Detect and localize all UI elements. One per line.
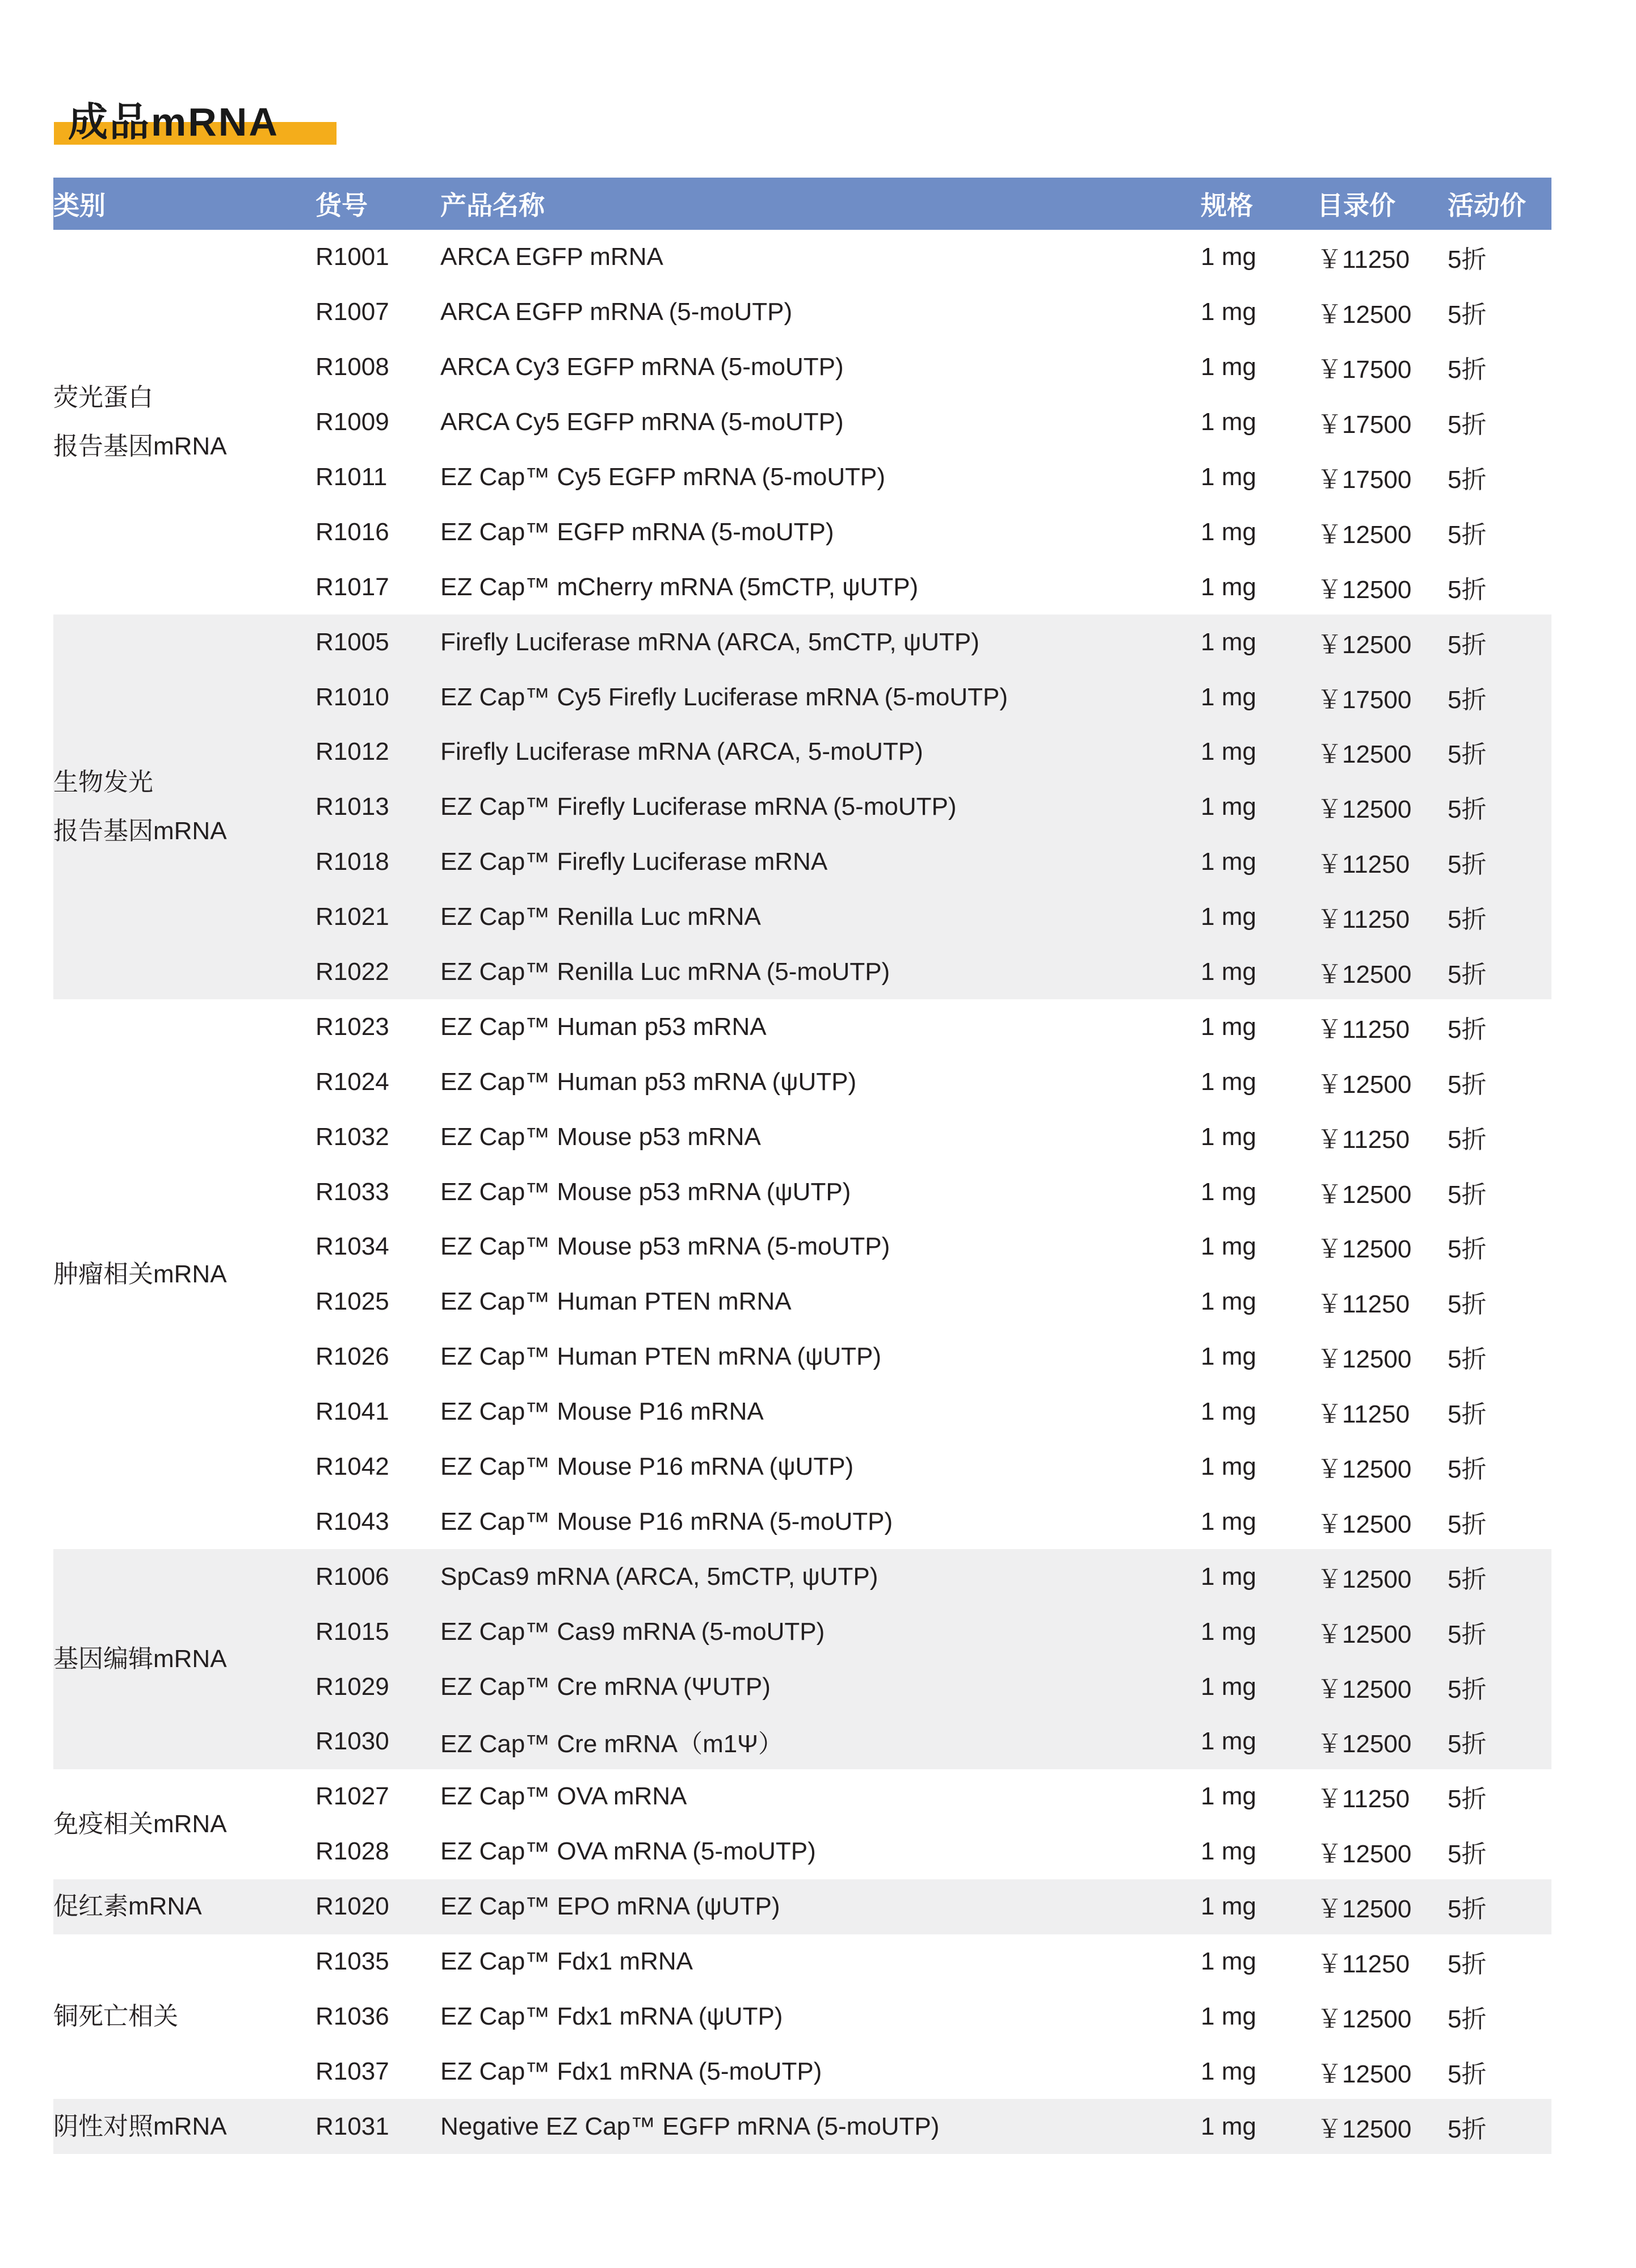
- catalog-number-cell: R1024: [316, 1067, 389, 1096]
- catalog-number-cell: R1036: [316, 2002, 389, 2030]
- category-cell: [53, 615, 316, 999]
- product-name-cell: Negative EZ Cap™ EGFP mRNA (5-moUTP): [440, 2099, 1201, 2154]
- table-row: [53, 1769, 1551, 1824]
- promo-price-cell: 5折: [1448, 1714, 1551, 1769]
- list-price-cell: ￥12500: [1317, 1345, 1412, 1374]
- list-price-cell: ￥12500: [1317, 1180, 1412, 1209]
- promo-price-cell: 5折: [1448, 2099, 1551, 2154]
- size-cell: 1 mg: [1201, 408, 1256, 436]
- category-label: 免疫相关mRNA: [53, 1810, 227, 1838]
- catalog-number-cell: R1017: [316, 573, 389, 601]
- size-cell: 1 mg: [1201, 1067, 1256, 1096]
- list-price-cell: ￥12500: [1317, 1659, 1448, 1714]
- category-label: 荧光蛋白: [53, 384, 153, 412]
- catalog-number-cell: R1035: [316, 1947, 389, 1976]
- product-name-cell: SpCas9 mRNA (ARCA, 5mCTP, ψUTP): [440, 1549, 1201, 1604]
- product-name-cell: EZ Cap™ Cre mRNA (ΨUTP): [440, 1659, 1201, 1714]
- table-row: [53, 615, 1551, 670]
- size-cell: 1 mg: [1201, 1012, 1256, 1041]
- list-price-cell: ￥17500: [1317, 670, 1448, 725]
- list-price-cell: ￥12500: [1317, 2099, 1448, 2154]
- list-price-cell: ￥12500: [1317, 1235, 1412, 1264]
- category-cell: [53, 230, 316, 615]
- list-price-cell: ￥12500: [1317, 615, 1448, 670]
- list-price-cell: ￥12500: [1317, 2005, 1412, 2033]
- category-cell: [53, 999, 316, 1549]
- list-price-cell: ￥11250: [1317, 1290, 1410, 1319]
- catalog-number-cell: R1034: [316, 1232, 389, 1261]
- size-cell: 1 mg: [1201, 835, 1317, 890]
- product-name-cell: EZ Cap™ Cy5 EGFP mRNA (5-moUTP): [440, 463, 885, 491]
- size-cell: 1 mg: [1201, 573, 1256, 601]
- promo-price-cell: 5折: [1448, 356, 1487, 384]
- product-name-cell: Firefly Luciferase mRNA (ARCA, 5-moUTP): [440, 725, 1201, 780]
- list-price-cell: ￥11250: [1317, 246, 1410, 274]
- promo-price-cell: 5折: [1448, 466, 1487, 494]
- table-body: [53, 230, 1551, 2154]
- product-name-cell: EZ Cap™ Mouse P16 mRNA: [440, 1398, 764, 1426]
- product-name-cell: ARCA EGFP mRNA (5-moUTP): [440, 298, 793, 326]
- category-label: 基因编辑mRNA: [53, 1645, 227, 1673]
- size-cell: 1 mg: [1201, 1398, 1256, 1426]
- promo-price-cell: 5折: [1448, 1950, 1487, 1979]
- promo-price-cell: 5折: [1448, 1879, 1551, 1934]
- size-cell: 1 mg: [1201, 1659, 1317, 1714]
- product-name-cell: EZ Cap™ OVA mRNA: [440, 1782, 687, 1811]
- product-name-cell: EZ Cap™ Cre mRNA（m1Ψ）: [440, 1714, 1201, 1769]
- list-price-cell: ￥12500: [1317, 945, 1448, 1000]
- promo-price-cell: 5折: [1448, 890, 1551, 945]
- category-label: 报告基因mRNA: [53, 817, 227, 845]
- size-cell: 1 mg: [1201, 1714, 1317, 1769]
- promo-price-cell: 5折: [1448, 411, 1487, 439]
- catalog-number-cell: R1018: [316, 835, 440, 890]
- list-price-cell: ￥12500: [1317, 780, 1448, 835]
- product-name-cell: EZ Cap™ Cas9 mRNA (5-moUTP): [440, 1604, 1201, 1659]
- product-name-cell: ARCA Cy5 EGFP mRNA (5-moUTP): [440, 408, 844, 436]
- catalog-number-cell: R1015: [316, 1604, 440, 1659]
- promo-price-cell: 5折: [1448, 1785, 1487, 1813]
- header-size: 规格: [1201, 178, 1317, 230]
- promo-price-cell: 5折: [1448, 1840, 1487, 1869]
- product-name-cell: EZ Cap™ Human PTEN mRNA (ψUTP): [440, 1343, 882, 1371]
- table-row: [53, 230, 1551, 285]
- product-name-cell: EZ Cap™ Renilla Luc mRNA: [440, 890, 1201, 945]
- size-cell: 1 mg: [1201, 1549, 1317, 1604]
- catalog-number-cell: R1042: [316, 1453, 389, 1481]
- product-name-cell: EZ Cap™ Mouse p53 mRNA (ψUTP): [440, 1177, 851, 1206]
- promo-price-cell: 5折: [1448, 1549, 1551, 1604]
- promo-price-cell: 5折: [1448, 945, 1551, 1000]
- promo-price-cell: 5折: [1448, 835, 1551, 890]
- promo-price-cell: 5折: [1448, 246, 1487, 274]
- promo-price-cell: 5折: [1448, 1659, 1551, 1714]
- header-promo-price: 活动价: [1448, 178, 1551, 230]
- list-price-cell: ￥12500: [1317, 520, 1412, 549]
- product-name-cell: EZ Cap™ OVA mRNA (5-moUTP): [440, 1837, 816, 1866]
- product-name-cell: EZ Cap™ Human PTEN mRNA: [440, 1287, 792, 1316]
- catalog-number-cell: R1030: [316, 1714, 440, 1769]
- size-cell: 1 mg: [1201, 725, 1317, 780]
- product-name-cell: EZ Cap™ Renilla Luc mRNA (5-moUTP): [440, 945, 1201, 1000]
- catalog-number-cell: R1031: [316, 2099, 440, 2154]
- size-cell: 1 mg: [1201, 780, 1317, 835]
- catalog-number-cell: R1010: [316, 670, 440, 725]
- catalog-number-cell: R1027: [316, 1782, 389, 1811]
- catalog-number-cell: R1020: [316, 1879, 440, 1934]
- catalog-number-cell: R1022: [316, 945, 440, 1000]
- promo-price-cell: 5折: [1448, 670, 1551, 725]
- product-name-cell: EZ Cap™ Mouse p53 mRNA (5-moUTP): [440, 1232, 890, 1261]
- catalog-number-cell: R1026: [316, 1343, 389, 1371]
- catalog-number-cell: R1001: [316, 243, 389, 271]
- size-cell: 1 mg: [1201, 2002, 1256, 2030]
- list-price-cell: ￥12500: [1317, 725, 1448, 780]
- promo-price-cell: 5折: [1448, 2060, 1487, 2088]
- list-price-cell: ￥17500: [1317, 356, 1412, 384]
- promo-price-cell: 5折: [1448, 1015, 1487, 1043]
- promo-price-cell: 5折: [1448, 1125, 1487, 1154]
- section-title: [54, 94, 338, 150]
- category-label: 报告基因mRNA: [53, 432, 227, 461]
- product-name-cell: EZ Cap™ Firefly Luciferase mRNA (5-moUTP): [440, 780, 1201, 835]
- product-name-cell: EZ Cap™ Cy5 Firefly Luciferase mRNA (5-moUTP): [440, 670, 1201, 725]
- size-cell: 1 mg: [1201, 1947, 1256, 1976]
- list-price-cell: ￥11250: [1317, 890, 1448, 945]
- size-cell: 1 mg: [1201, 353, 1256, 381]
- table-header-row: [53, 178, 1551, 230]
- page-title: 成品mRNA: [68, 100, 279, 144]
- promo-price-cell: 5折: [1448, 520, 1487, 549]
- promo-price-cell: 5折: [1448, 780, 1551, 835]
- promo-price-cell: 5折: [1448, 1290, 1487, 1319]
- promo-price-cell: 5折: [1448, 1180, 1487, 1209]
- list-price-cell: ￥12500: [1317, 301, 1412, 329]
- product-name-cell: ARCA EGFP mRNA: [440, 243, 663, 271]
- size-cell: 1 mg: [1201, 1782, 1256, 1811]
- promo-price-cell: 5折: [1448, 2005, 1487, 2033]
- promo-price-cell: 5折: [1448, 1400, 1487, 1429]
- list-price-cell: ￥11250: [1317, 835, 1448, 890]
- category-label: 肿瘤相关mRNA: [53, 1260, 227, 1288]
- size-cell: 1 mg: [1201, 1837, 1256, 1866]
- catalog-number-cell: R1033: [316, 1177, 389, 1206]
- promo-price-cell: 5折: [1448, 575, 1487, 604]
- catalog-number-cell: R1021: [316, 890, 440, 945]
- catalog-number-cell: R1037: [316, 2057, 389, 2085]
- size-cell: 1 mg: [1201, 463, 1256, 491]
- size-cell: 1 mg: [1201, 2099, 1317, 2154]
- catalog-number-cell: R1007: [316, 298, 389, 326]
- table-row: [53, 1934, 1551, 1989]
- list-price-cell: ￥11250: [1317, 1400, 1410, 1429]
- promo-price-cell: 5折: [1448, 615, 1551, 670]
- list-price-cell: ￥11250: [1317, 1015, 1410, 1043]
- header-list-price: 目录价: [1317, 178, 1448, 230]
- catalog-number-cell: R1005: [316, 615, 440, 670]
- product-name-cell: ARCA Cy3 EGFP mRNA (5-moUTP): [440, 353, 844, 381]
- table-row: [53, 999, 1551, 1054]
- size-cell: 1 mg: [1201, 1507, 1256, 1535]
- category-cell: [53, 1879, 316, 1934]
- catalog-number-cell: R1029: [316, 1659, 440, 1714]
- promo-price-cell: 5折: [1448, 301, 1487, 329]
- header-catalog-number: 货号: [316, 178, 440, 230]
- size-cell: 1 mg: [1201, 1604, 1317, 1659]
- product-name-cell: EZ Cap™ Mouse P16 mRNA (5-moUTP): [440, 1507, 893, 1535]
- product-name-cell: EZ Cap™ Fdx1 mRNA (ψUTP): [440, 2002, 783, 2030]
- list-price-cell: ￥11250: [1317, 1950, 1410, 1979]
- table-row: [53, 1549, 1551, 1604]
- list-price-cell: ￥12500: [1317, 2060, 1412, 2088]
- category-label: 阴性对照mRNA: [53, 2112, 227, 2140]
- category-cell: [53, 1934, 316, 2099]
- size-cell: 1 mg: [1201, 1232, 1256, 1261]
- size-cell: 1 mg: [1201, 243, 1256, 271]
- list-price-cell: ￥12500: [1317, 1604, 1448, 1659]
- list-price-cell: ￥12500: [1317, 1879, 1448, 1934]
- product-name-cell: Firefly Luciferase mRNA (ARCA, 5mCTP, ψUTP): [440, 615, 1201, 670]
- catalog-number-cell: R1016: [316, 517, 389, 546]
- promo-price-cell: 5折: [1448, 1235, 1487, 1264]
- catalog-number-cell: R1025: [316, 1287, 389, 1316]
- header-category: 类别: [53, 178, 316, 230]
- catalog-number-cell: R1023: [316, 1012, 389, 1041]
- product-name-cell: EZ Cap™ Fdx1 mRNA: [440, 1947, 693, 1976]
- size-cell: 1 mg: [1201, 298, 1256, 326]
- promo-price-cell: 5折: [1448, 725, 1551, 780]
- size-cell: 1 mg: [1201, 517, 1256, 546]
- promo-price-cell: 5折: [1448, 1070, 1487, 1099]
- product-name-cell: EZ Cap™ mCherry mRNA (5mCTP, ψUTP): [440, 573, 919, 601]
- category-label: 促红素mRNA: [53, 1892, 202, 1921]
- product-name-cell: EZ Cap™ Mouse P16 mRNA (ψUTP): [440, 1453, 854, 1481]
- list-price-cell: ￥12500: [1317, 575, 1412, 604]
- product-name-cell: EZ Cap™ Mouse p53 mRNA: [440, 1122, 761, 1151]
- catalog-number-cell: R1041: [316, 1398, 389, 1426]
- catalog-number-cell: R1011: [316, 463, 388, 491]
- size-cell: 1 mg: [1201, 2057, 1256, 2085]
- promo-price-cell: 5折: [1448, 1604, 1551, 1659]
- product-name-cell: EZ Cap™ Human p53 mRNA (ψUTP): [440, 1067, 857, 1096]
- list-price-cell: ￥12500: [1317, 1510, 1412, 1538]
- category-cell: [53, 1769, 316, 1879]
- list-price-cell: ￥12500: [1317, 1840, 1412, 1869]
- list-price-cell: ￥12500: [1317, 1549, 1448, 1604]
- list-price-cell: ￥17500: [1317, 411, 1412, 439]
- size-cell: 1 mg: [1201, 1177, 1256, 1206]
- header-product-name: 产品名称: [440, 178, 1201, 230]
- list-price-cell: ￥17500: [1317, 466, 1412, 494]
- size-cell: 1 mg: [1201, 945, 1317, 1000]
- catalog-number-cell: R1013: [316, 780, 440, 835]
- size-cell: 1 mg: [1201, 1343, 1256, 1371]
- category-label: 铜死亡相关: [53, 2002, 178, 2030]
- category-label: 生物发光: [53, 768, 153, 797]
- list-price-cell: ￥11250: [1317, 1125, 1410, 1154]
- list-price-cell: ￥11250: [1317, 1785, 1410, 1813]
- catalog-number-cell: R1028: [316, 1837, 389, 1866]
- size-cell: 1 mg: [1201, 1879, 1317, 1934]
- table-row: [53, 2099, 1551, 2154]
- size-cell: 1 mg: [1201, 1122, 1256, 1151]
- product-name-cell: EZ Cap™ EPO mRNA (ψUTP): [440, 1879, 1201, 1934]
- list-price-cell: ￥12500: [1317, 1714, 1448, 1769]
- size-cell: 1 mg: [1201, 1453, 1256, 1481]
- product-name-cell: EZ Cap™ Firefly Luciferase mRNA: [440, 835, 1201, 890]
- promo-price-cell: 5折: [1448, 1510, 1487, 1538]
- catalog-number-cell: R1012: [316, 725, 440, 780]
- size-cell: 1 mg: [1201, 1287, 1256, 1316]
- product-name-cell: EZ Cap™ Fdx1 mRNA (5-moUTP): [440, 2057, 822, 2085]
- product-table: [53, 178, 1551, 2154]
- size-cell: 1 mg: [1201, 615, 1317, 670]
- size-cell: 1 mg: [1201, 670, 1317, 725]
- promo-price-cell: 5折: [1448, 1455, 1487, 1484]
- catalog-number-cell: R1032: [316, 1122, 389, 1151]
- category-cell: [53, 2099, 316, 2154]
- catalog-number-cell: R1009: [316, 408, 389, 436]
- catalog-number-cell: R1043: [316, 1507, 389, 1535]
- promo-price-cell: 5折: [1448, 1345, 1487, 1374]
- table-row: [53, 1879, 1551, 1934]
- category-cell: [53, 1549, 316, 1769]
- list-price-cell: ￥12500: [1317, 1455, 1412, 1484]
- size-cell: 1 mg: [1201, 890, 1317, 945]
- product-name-cell: EZ Cap™ EGFP mRNA (5-moUTP): [440, 517, 834, 546]
- catalog-number-cell: R1006: [316, 1549, 440, 1604]
- product-name-cell: EZ Cap™ Human p53 mRNA: [440, 1012, 767, 1041]
- list-price-cell: ￥12500: [1317, 1070, 1412, 1099]
- catalog-number-cell: R1008: [316, 353, 389, 381]
